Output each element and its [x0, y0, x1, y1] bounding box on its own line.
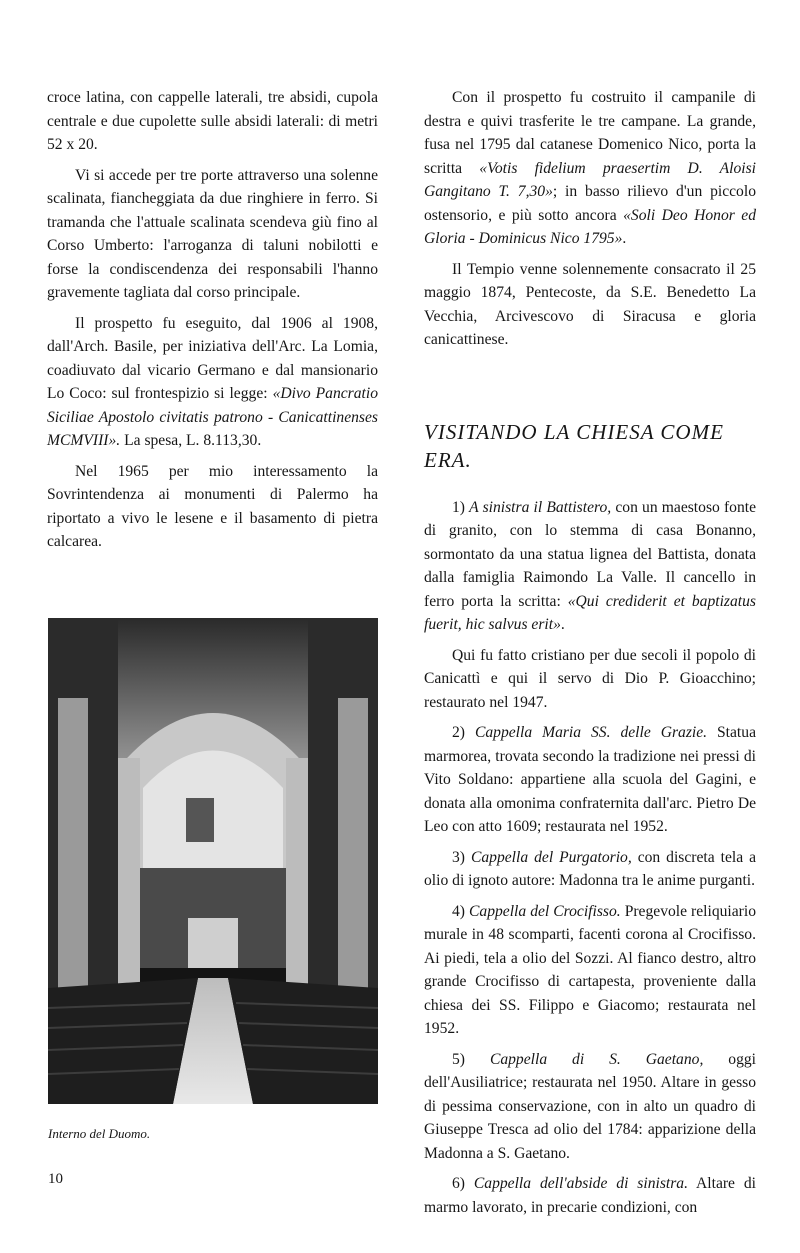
paragraph [424, 86, 756, 251]
item-text: Statua marmorea, trovata secondo la tradizione nei pressi di Vito Soldano: appartiene alla scuola del Gagini, e donata alla omonima confraternita dall'arc. Pietro De Leo con atto 1609; restaurata nel 1952. [424, 724, 756, 835]
text: Con il prospetto fu costruito il campanile di destra e quivi trasferite le tre campane. La grande, fusa nel 1795 dal catanese Domenico Nico, porta la scritta [424, 89, 756, 177]
inscription-quote: «Soli Deo Honor ed Gloria - Dominicus Nico 1795» [424, 206, 757, 247]
list-item [424, 846, 756, 893]
paragraph: Vi si accede per tre porte attraverso una solenne scalinata, fiancheggiata da due ringhiere in ferro. Si tramanda che l'attuale scalinata scendeva giù fino al Corso Umberto: l'arroganza di taluni nobilotti e forse la condiscendenza dei responsabili l'hanno gravemente tagliata dal corso principale. [47, 166, 378, 301]
right-column [424, 86, 756, 1226]
item-number: 3) [452, 848, 465, 866]
item-title: Cappella Maria SS. delle Grazie. [474, 724, 708, 741]
item-text: Altare di marmo lavorato, in precarie condizioni, con [424, 1175, 756, 1216]
item-title: A sinistra il Battistero, [469, 498, 612, 516]
text: Il prospetto fu eseguito, dal 1906 al 1908, dall'Arch. Basile, per iniziativa dell'Arc. La Lomia, coadiuvato dal vicario Germano e dal mansionario Lo Coco: sul frontespizio si legge: [47, 314, 378, 402]
photo-caption: Interno del Duomo. [48, 1126, 151, 1141]
paragraph: Il Tempio venne solennemente consacrato il 25 maggio 1874, Pentecoste, da S.E. Benedetto La Vecchia, Arcivescovo di Siracusa e gloria canicattinese. [424, 260, 756, 348]
item-text: con un maestoso fonte di granito, con lo stemma di casa Bonanno, sormontato da una statua lignea del Battista, donata dalla famiglia Raimondo La Valle. Il cancello in ferro porta la scritta: [424, 498, 757, 610]
paragraph: Nel 1965 per mio interessamento la Sovrintendenza ai monumenti di Palermo ha riportato a vivo le lesene e il basamento di pietra calcarea. [47, 462, 378, 550]
section-heading: VISITANDO LA CHIESA COME ERA. [424, 419, 724, 472]
item-title: Cappella del Purgatorio, [470, 848, 632, 866]
church-interior-photo [48, 618, 378, 1104]
item-number: 6) [452, 1175, 465, 1192]
list-item [424, 1048, 756, 1166]
list-item [424, 900, 756, 1041]
text: ; in basso rilievo d'un piccolo ostensorio, e più sotto ancora [424, 183, 756, 224]
item-text: oggi dell'Ausiliatrice; restaurata nel 1950. Altare in gesso di pessima conservazione, con in alto un quadro di Giuseppe Tresca ad olio del 1784: apparizione della Madonna a S. Gaetano. [424, 1050, 756, 1162]
item-text: Pregevole reliquiario murale in 48 scomparti, facenti corona al Crocifisso. Ai piedi, tela a olio del Sozzi. Al fianco destro, altro grande Crocifisso di cartapesta, proveniente dalla chiesa dei SS. Filippo e Giacomo; restaurata nel 1952. [424, 902, 756, 1037]
page-number: 10 [48, 1171, 63, 1187]
item-title: Cappella del Crocifisso. [469, 902, 621, 920]
item-text: con discreta tela a olio di ignoto autore: Madonna tra le anime purganti. [424, 848, 757, 889]
item-title: Cappella dell'abside di sinistra. [473, 1175, 688, 1192]
item-number: 1) [452, 498, 465, 516]
inscription-quote: «Divo Pancratio Siciliae Apostolo civitatis patrono - Canicattinenses MCMVIII». [47, 385, 379, 449]
list-item [424, 1172, 756, 1219]
text: . [560, 616, 565, 633]
paragraph: Qui fu fatto cristiano per due secoli il popolo di Canicattì e qui il servo di Dio P. Gioacchino; restaurato nel 1947. [424, 646, 756, 711]
inscription-quote: «Qui crediderit et baptizatus fuerit, hic salvus erit» [424, 592, 756, 633]
text: La spesa, L. 8.113,30. [124, 432, 262, 449]
item-number: 5) [452, 1050, 465, 1068]
paragraph [47, 312, 378, 453]
item-number: 4) [452, 902, 465, 920]
inscription-quote: «Votis fidelium praesertim D. Aloisi Gangitano T. 7,30» [424, 159, 756, 200]
left-column [47, 86, 378, 561]
paragraph: croce latina, con cappelle laterali, tre absidi, cupola centrale e due cupolette sulle absidi laterali: di metri 52 x 20. [47, 89, 378, 153]
list-item [424, 496, 756, 637]
list-item [424, 721, 756, 839]
text: . [622, 230, 627, 247]
item-title: Cappella di S. Gaetano, [489, 1050, 704, 1068]
item-number: 2) [452, 724, 465, 741]
